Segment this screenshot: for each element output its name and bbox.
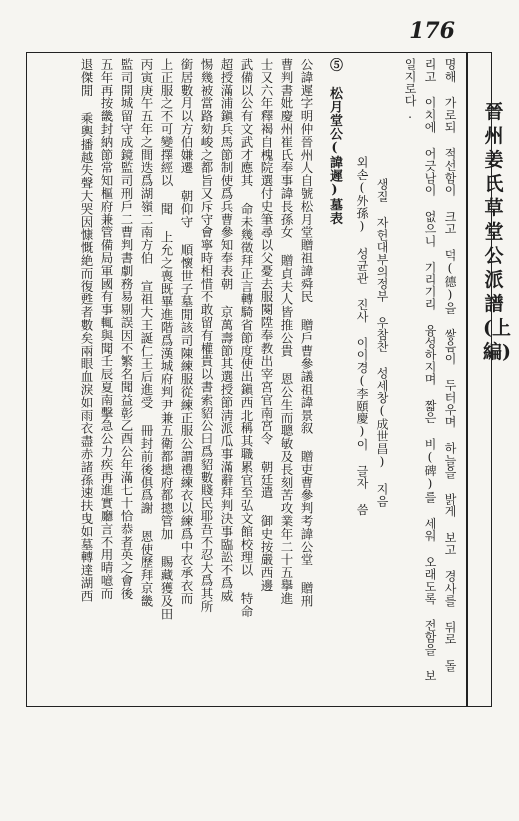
- classical-line: 監司開城留守成鏡監司刑戶二曹判書劇務易剔誤因不繁名聞益彰乙酉公年滿七十恰恭者英之會後: [119, 58, 134, 600]
- classical-line: 上正服之不可變擇經以 聞 上允之喪既畢進階爲漢城府判尹兼五衛都摠府都摠管加 賜藏獲及田: [159, 58, 174, 621]
- classical-line: 銜居數月以方伯嫌遷 朝仰守 順懷世子墓閒該司陳練服從練正服公謂禮練衣以練爲中衣承衣而: [179, 58, 194, 605]
- classical-line: 惕幾被當路劾峻之都旨又斥守會寧時相惜不敢留有權貴以書索貂公曰爲貂數賤民耶吾不忍大爲其所: [199, 58, 214, 613]
- section-heading: ⑤ 松月堂公(諱遲)墓表: [327, 58, 342, 225]
- classical-line: 武備以公有文武才應其 命未幾徵拜正言轉騎省節度使出鎭西北稱其職累官至弘文館校理以 特命: [239, 58, 254, 618]
- classical-line: 士又六年釋褐自槐院選付史筆尋以父憂去服闋陞奉教出宰宮官南宮令 朝廷遣 御史按嚴西邊: [259, 58, 274, 592]
- column-gap: [392, 58, 400, 701]
- author-line: 외손(外孫) 성균관 진사 이이경(李頤慶)이 글자 씀: [355, 156, 369, 516]
- text-columns: [30, 58, 460, 701]
- page-number: 176: [409, 18, 455, 44]
- author-line: 생질 자헌대부의정부 우참찬 성세창(成世昌) 지음: [375, 178, 389, 508]
- korean-line: 일지로다.: [403, 58, 417, 121]
- book-title: 晉州姜氏草堂公派譜(上編): [483, 101, 511, 363]
- classical-line: 退傑閒 乘輿播越失聲大哭因慷慨絶而復甦者數矣兩眼血淚如雨衣盡赤諸孫速扶曳如墓轉達湖西: [79, 58, 94, 603]
- column-gap: [344, 58, 352, 701]
- classical-line: 曹判書妣慶州崔氏奉事諱長孫女 贈貞夫人皆推公貴 恩公生而聰敏及長刻苦攻業年二十五擧進: [279, 58, 294, 605]
- classical-line: 五年再按畿封納節常知樞府兼管備局軍國有事輒與聞壬辰夏南擊急公力疾再進實廳言不用晴噫而: [99, 58, 114, 600]
- classical-line: 公諱遲字明仲晉州人自號松月堂贈祖諱舜民 贈戶曹參議祖諱景叙 贈吏曹參判考諱公堂 贈刑: [299, 58, 314, 608]
- column-gap: [316, 58, 324, 701]
- korean-line: 리고 이치에 어긋남이 없으니 기리기리 융성하지며 짧은 비(碑)를 세워 오래도록 전함을 보: [423, 58, 437, 682]
- classical-line: 丙寅庚午五年之間迭爲湖嶺二南方伯 宣祖大王誕仁王后進受 冊封前後俱爲謝 恩使歷拜京畿: [139, 58, 154, 608]
- classical-line: 超授滿浦鎭兵馬節制使爲兵曹參知奉表朝 京萬壽節其選授節淸派瓜事滿辭拜判決事臨訟不爲威: [219, 58, 234, 603]
- korean-line: 명해 가로되 적선함이 크고 덕(德)을 쌓음이 두터우며 하늘을 밝게 보고 경사를 뒤로 돌: [443, 58, 457, 672]
- header-rule: [466, 52, 468, 707]
